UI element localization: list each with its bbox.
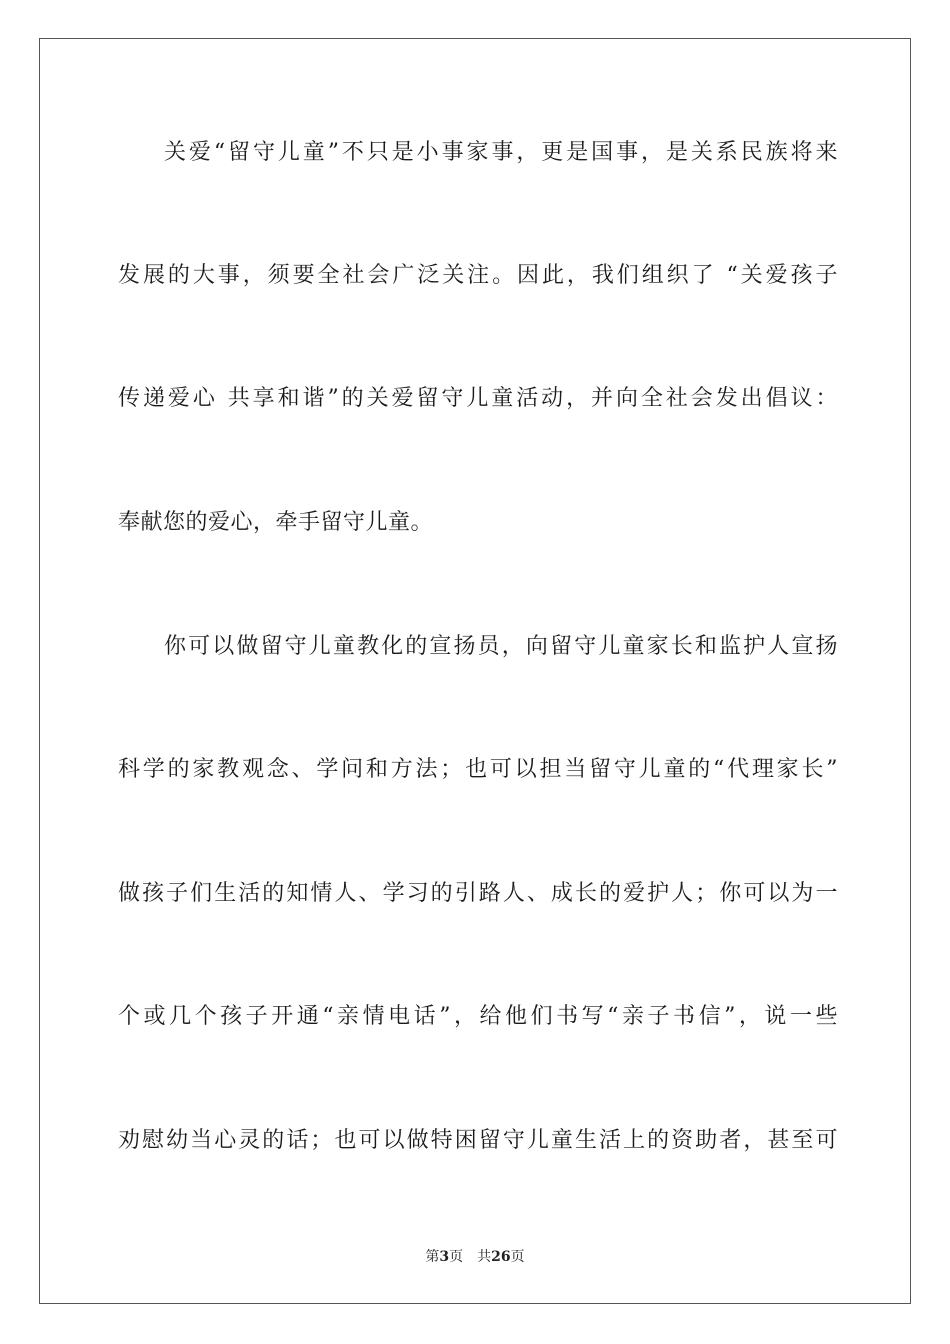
page-number: 3 xyxy=(439,1249,450,1265)
paragraph-1-line-2: 发展的大事，须要全社会广泛关注。因此，我们组织了 “关爱孩子 xyxy=(118,263,838,288)
total-pages: 26 xyxy=(491,1249,511,1265)
page-footer xyxy=(0,1248,950,1266)
paragraph-2-line-5: 劝慰幼当心灵的话；也可以做特困留守儿童生活上的资助者，甚至可 xyxy=(118,1128,838,1153)
paragraph-1-line-1: 关爱“留守儿童”不只是小事家事，更是国事，是关系民族将来 xyxy=(164,140,838,165)
paragraph-2-line-4: 个或几个孩子开通“亲情电话”，给他们书写“亲子书信”，说一些 xyxy=(118,1004,838,1029)
page-suffix: 页 xyxy=(449,1249,464,1265)
paragraph-2-line-1: 你可以做留守儿童教化的宣扬员，向留守儿童家长和监护人宣扬 xyxy=(164,634,838,659)
total-suffix: 页 xyxy=(510,1249,525,1265)
page-border xyxy=(39,38,911,1304)
paragraph-1-line-3: 传递爱心 共享和谐”的关爱留守儿童活动，并向全社会发出倡议： xyxy=(118,386,838,411)
total-prefix: 共 xyxy=(477,1249,492,1265)
paragraph-1-line-4: 奉献您的爱心，牵手留守儿童。 xyxy=(118,510,434,535)
paragraph-2-line-2: 科学的家教观念、学问和方法；也可以担当留守儿童的“代理家长” xyxy=(118,757,838,782)
page-prefix: 第 xyxy=(425,1249,440,1265)
paragraph-2-line-3: 做孩子们生活的知情人、学习的引路人、成长的爱护人；你可以为一 xyxy=(118,881,838,906)
